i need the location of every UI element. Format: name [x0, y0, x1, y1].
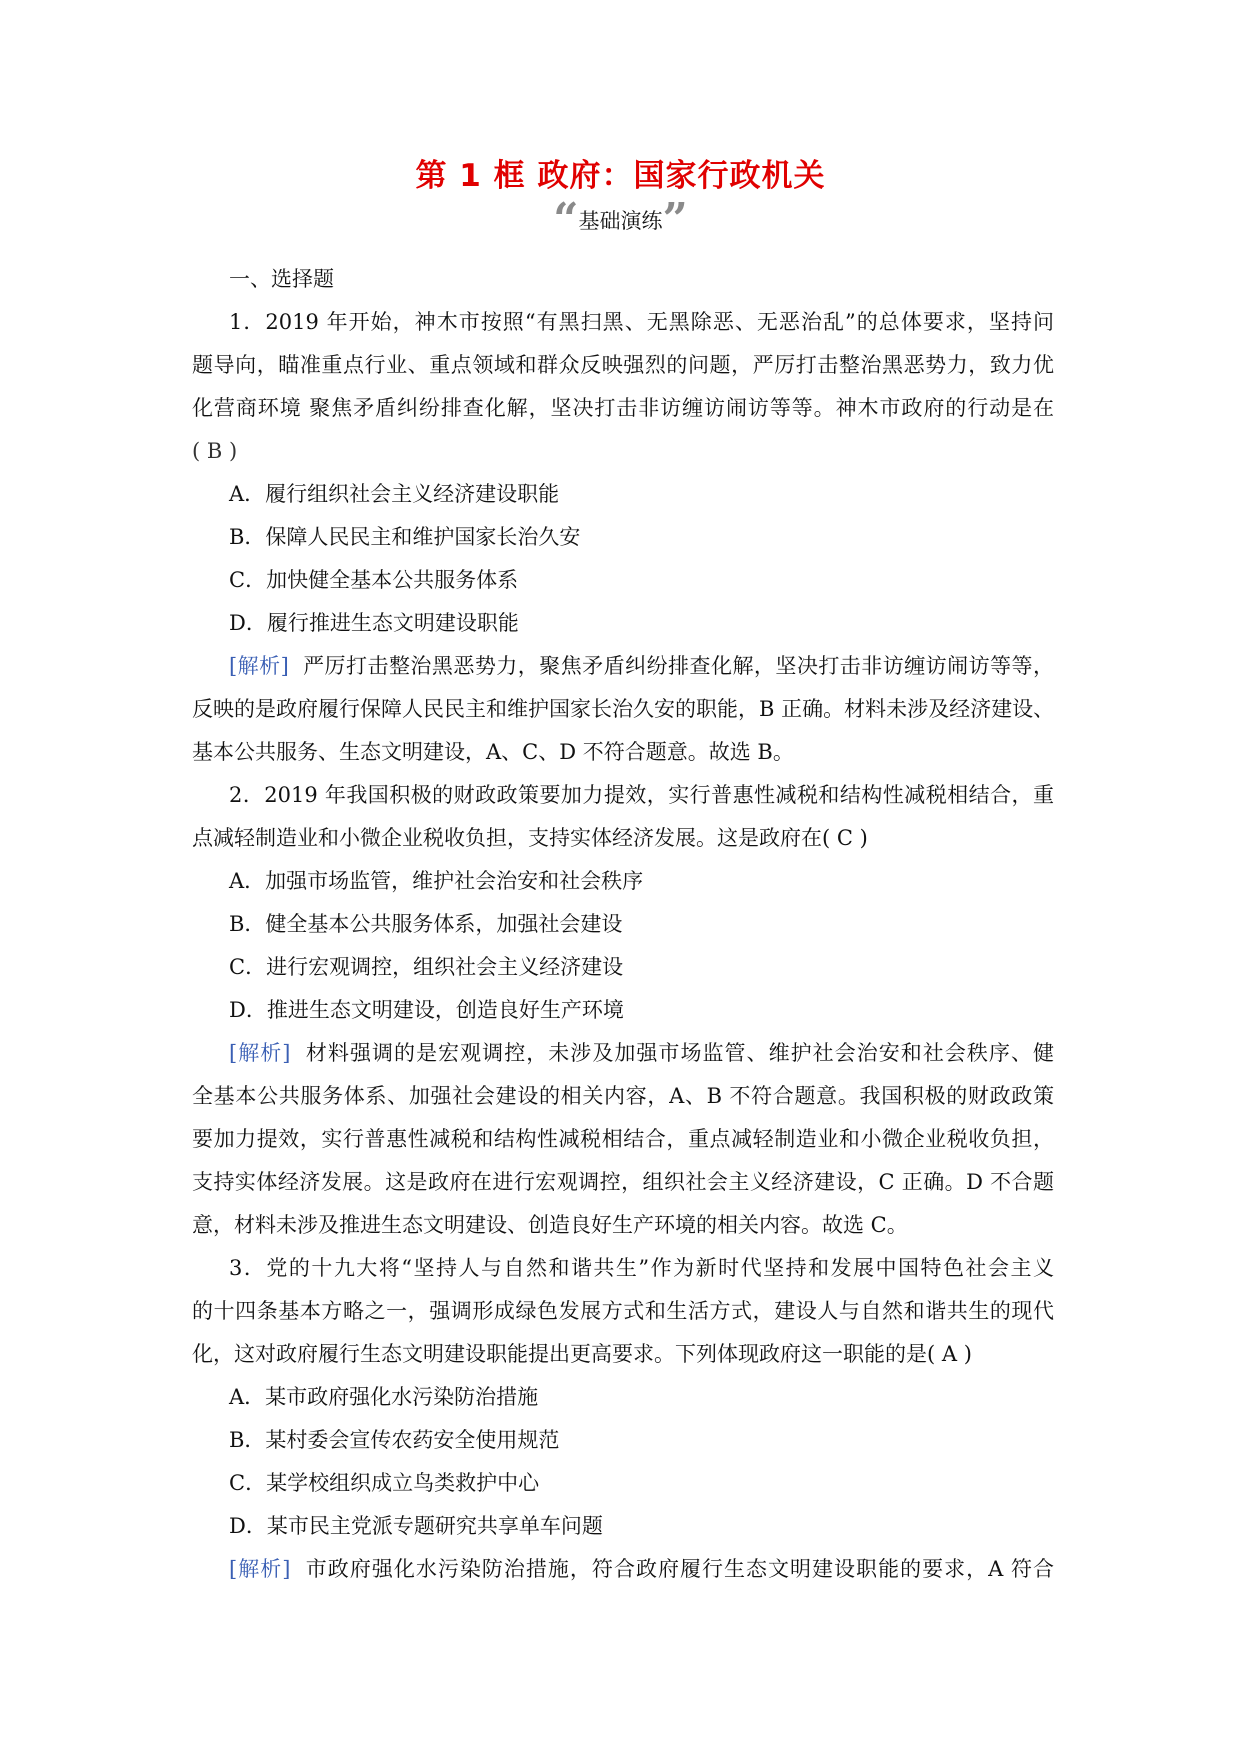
option-b: B．保障人民民主和维护国家长治久安 [229, 525, 581, 549]
analysis-tag: [解析] [229, 1041, 291, 1065]
question-line: 3．党的十九大将“坚持人与自然和谐共生”作为新时代坚持和发展中国特色社会主义 [229, 1256, 1054, 1280]
option-c: C．加快健全基本公共服务体系 [229, 568, 519, 592]
analysis-text: 严厉打击整治黑恶势力，聚焦矛盾纠纷排查化解，坚决打击非访缠访闹访等等， [303, 654, 1055, 678]
analysis-line: 意，材料未涉及推进生态文明建设、创造良好生产环境的相关内容。故选 C。 [192, 1213, 908, 1237]
question-line: 点减轻制造业和小微企业税收负担，支持实体经济发展。这是政府在( C ) [192, 826, 868, 850]
analysis-line: 基本公共服务、生态文明建设，A、C、D 不符合题意。故选 B。 [192, 740, 794, 764]
option-d: D．某市民主党派专题研究共享单车问题 [229, 1514, 603, 1538]
analysis-tag: [解析] [229, 654, 289, 678]
question-line: 化营商环境 聚焦矛盾纠纷排查化解，坚决打击非访缠访闹访等等。神木市政府的行动是在 [192, 396, 1054, 420]
option-a: A．加强市场监管，维护社会治安和社会秩序 [229, 869, 644, 893]
analysis-line [192, 645, 1054, 688]
option-c: C．进行宏观调控，组织社会主义经济建设 [229, 955, 624, 979]
question-line: 化，这对政府履行生态文明建设职能提出更高要求。下列体现政府这一职能的是( A ) [192, 1342, 972, 1366]
page-title: 第 1 框 政府：国家行政机关 [415, 158, 826, 194]
option-d: D．推进生态文明建设，创造良好生产环境 [229, 998, 624, 1022]
section-badge [0, 194, 1241, 245]
option-b: B．健全基本公共服务体系，加强社会建设 [229, 912, 623, 936]
analysis-text: 市政府强化水污染防治措施，符合政府履行生态文明建设职能的要求，A 符合 [305, 1557, 1054, 1581]
question-line: 的十四条基本方略之一，强调形成绿色发展方式和生活方式，建设人与自然和谐共生的现代 [192, 1299, 1054, 1323]
option-d: D．履行推进生态文明建设职能 [229, 611, 519, 635]
question-line: 题导向，瞄准重点行业、重点领域和群众反映强烈的问题，严厉打击整治黑恶势力，致力优 [192, 353, 1054, 377]
section-badge-label: 基础演练 [578, 209, 663, 233]
answer-bracket: ( B ) [192, 439, 238, 463]
analysis-line: 反映的是政府履行保障人民民主和维护国家长治久安的职能，B 正确。材料未涉及经济建设、 [192, 697, 1055, 721]
option-c: C．某学校组织成立鸟类救护中心 [229, 1471, 540, 1495]
analysis-line: 全基本公共服务体系、加强社会建设的相关内容，A、B 不符合题意。我国积极的财政政策 [192, 1084, 1054, 1108]
option-a: A．履行组织社会主义经济建设职能 [229, 482, 560, 506]
analysis-line [192, 1032, 1054, 1075]
question-line: 2．2019 年我国积极的财政政策要加力提效，实行普惠性减税和结构性减税相结合，重 [229, 783, 1054, 807]
analysis-line: 支持实体经济发展。这是政府在进行宏观调控，组织社会主义经济建设，C 正确。D 不合题 [192, 1170, 1054, 1194]
analysis-line: 要加力提效，实行普惠性减税和结构性减税相结合，重点减轻制造业和小微企业税收负担， [192, 1127, 1054, 1151]
option-b: B．某村委会宣传农药安全使用规范 [229, 1428, 560, 1452]
option-a: A．某市政府强化水污染防治措施 [229, 1385, 539, 1409]
analysis-text: 材料强调的是宏观调控，未涉及加强市场监管、维护社会治安和社会秩序、健 [305, 1041, 1054, 1065]
open-quote-icon: “ [553, 194, 579, 245]
question-line: 1．2019 年开始，神木市按照“有黑扫黑、无黑除恶、无恶治乱”的总体要求，坚持问 [229, 310, 1054, 334]
document-body [192, 258, 1054, 1591]
question-1 [192, 301, 1054, 774]
analysis-tag: [解析] [229, 1557, 291, 1581]
section-heading: 一、选择题 [229, 267, 334, 291]
question-2 [192, 774, 1054, 1247]
analysis-line [192, 1548, 1054, 1591]
question-3 [192, 1247, 1054, 1591]
close-quote-icon: ” [662, 194, 688, 245]
